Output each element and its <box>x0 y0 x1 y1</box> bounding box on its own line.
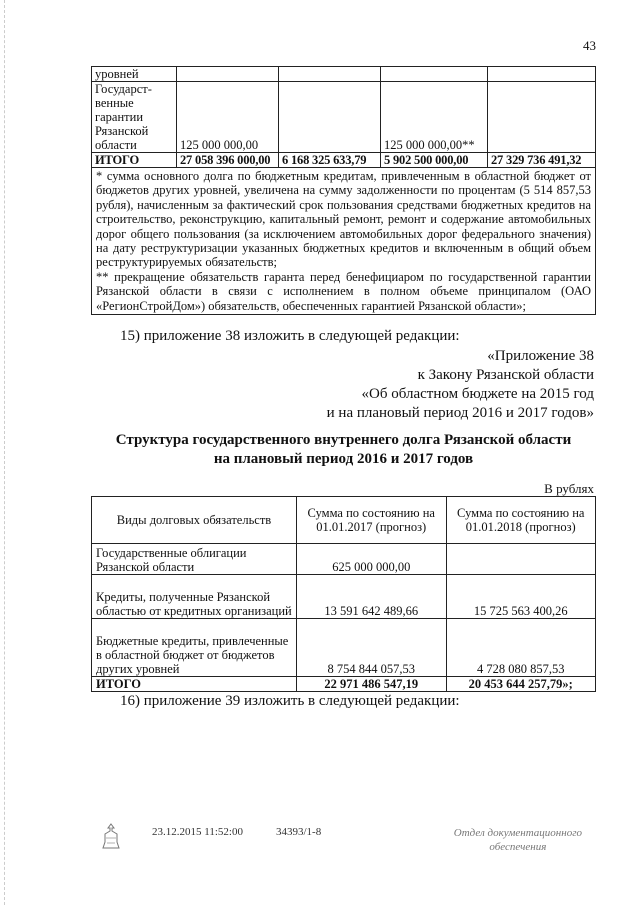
table-cell: 8 754 844 057,53 <box>297 619 447 677</box>
title-line: Структура государственного внутреннего долга Рязанской области <box>115 432 572 448</box>
column-header: Сумма по состоянию на 01.01.2017 (прогноз) <box>297 497 447 544</box>
total-cell: 27 058 396 000,00 <box>177 153 279 168</box>
dept-line: обеспечения <box>489 841 547 853</box>
annex-line: «Приложение 38 <box>487 348 594 364</box>
table-row <box>92 67 596 82</box>
paragraph-15: 15) приложение 38 изложить в следующей редакции: <box>120 328 460 344</box>
total-cell: 27 329 736 491,32 <box>488 153 596 168</box>
notes-cell <box>92 168 596 315</box>
table-cell: 13 591 642 489,66 <box>297 575 447 619</box>
table-cell: уровней <box>92 67 177 82</box>
total-cell: 5 902 500 000,00 <box>381 153 488 168</box>
annex-line: к Закону Рязанской области <box>417 367 594 383</box>
table-cell <box>446 544 596 575</box>
table-row <box>92 575 596 619</box>
total-cell: 22 971 486 547,19 <box>297 677 447 692</box>
dept-line: Отдел документационного <box>453 827 582 839</box>
table-cell <box>177 67 279 82</box>
table-cell <box>488 67 596 82</box>
column-header: Сумма по состоянию на 01.01.2018 (прогноз) <box>446 497 596 544</box>
debt-table-continued <box>91 66 596 315</box>
table-cell: Государст-венные гарантии Рязанской области <box>92 82 177 153</box>
table-cell <box>488 82 596 153</box>
footer-datetime: 23.12.2015 11:52:00 <box>152 826 243 838</box>
row-label: Государственные облигации Рязанской области <box>92 544 297 575</box>
page-number: 43 <box>583 38 596 53</box>
document-title <box>91 431 596 469</box>
notes-row <box>92 168 596 315</box>
annex-line: и на плановый период 2016 и 2017 годов» <box>326 405 594 421</box>
table-cell <box>279 67 381 82</box>
table-cell: 625 000 000,00 <box>297 544 447 575</box>
total-row <box>92 677 596 692</box>
total-label: ИТОГО <box>92 153 177 168</box>
table-cell: 4 728 080 857,53 <box>446 619 596 677</box>
footnote-2: ** прекращение обязательств гаранта перед бенефициаром по государственной гарантии Рязанской области в связи с исполнением в полном объеме принципалом (ОАО «РегионСтройДом») обязательств, обеспеченных гарантией Рязанской области»; <box>96 269 591 313</box>
units-label: В рублях <box>544 481 594 496</box>
table-cell: 125 000 000,00** <box>381 82 488 153</box>
total-cell: 6 168 325 633,79 <box>279 153 381 168</box>
row-label: Кредиты, полученные Рязанской областью от кредитных организаций <box>92 575 297 619</box>
department-stamp <box>454 826 582 854</box>
table-cell: 125 000 000,00 <box>177 82 279 153</box>
row-label: Бюджетные кредиты, привлеченные в областной бюджет от бюджетов других уровней <box>92 619 297 677</box>
table-cell <box>279 82 381 153</box>
annex-header <box>327 347 594 423</box>
paragraph-16: 16) приложение 39 изложить в следующей редакции: <box>120 693 460 709</box>
table-cell: 15 725 563 400,26 <box>446 575 596 619</box>
table-row <box>92 82 596 153</box>
footer-doc-number: 34393/1-8 <box>276 826 322 838</box>
footnote-1: * сумма основного долга по бюджетным кредитам, привлеченным в областной бюджет от бюджетов других уровней, увеличена на сумму задолженности по процентам (5 514 857,53 рубля), начисленным за фактический срок пользования средствами бюджетных кредитов на строительство, реконструкцию, капитальный ремонт, ремонт и содержание автомобильных дорог общего пользования (за исключением автомобильных дорог федерального значения) на дату реструктуризации указанных бюджетных кредитов и включенным в общий объем реструктурируемых обязательств; <box>96 169 591 270</box>
title-line: на плановый период 2016 и 2017 годов <box>213 451 474 467</box>
debt-structure-table <box>91 496 596 692</box>
annex-line: «Об областном бюджете на 2015 год <box>361 386 594 402</box>
table-header-row <box>92 497 596 544</box>
column-header: Виды долговых обязательств <box>92 497 297 544</box>
table-row <box>92 544 596 575</box>
total-label: ИТОГО <box>92 677 297 692</box>
table-cell <box>381 67 488 82</box>
table-row <box>92 619 596 677</box>
page-edge-dashes <box>4 0 6 905</box>
total-cell: 20 453 644 257,79»; <box>446 677 596 692</box>
coat-of-arms-icon <box>100 822 122 852</box>
total-row <box>92 153 596 168</box>
